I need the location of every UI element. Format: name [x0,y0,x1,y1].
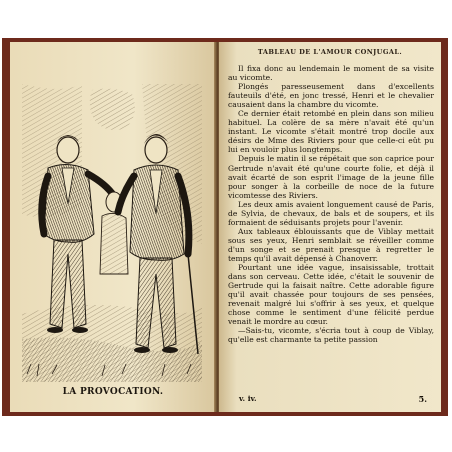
paragraph: Pourtant une idée vague, insaisissable, trottait dans son cerveau. Cette idée, c'était le souvenir de Gertrude qui la faisait naître. Cette adorable figure qu'il avait chassée pour toujours de ses pensées, revenait malgré lui s'offrir à ses yeux, et quelque chose comme le sentiment d'une félicité perdue venait le mordre au cœur. [228,263,434,327]
right-page [219,42,441,412]
paragraph: —Sais-tu, vicomte, s'écria tout à coup de Viblay, qu'elle est charmante ta petite passion [228,326,434,345]
illustration-caption: LA PROVOCATION. [62,387,164,397]
signature-mark: v. iv. [239,394,257,403]
paragraph: Les deux amis avaient longuement causé de Paris, de Sylvia, de chevaux, de bals et de soupers, et ils formaient de séduisants projets pour l'avenir. [228,199,434,227]
body-text [228,64,434,344]
paragraph: Depuis le matin il se répétait que son caprice pour Gertrude n'avait été qu'une courte folie, et déjà il avait écarté de son esprit l'image de la jeune fille pour songer à la corbeille de noce de la future vicomtesse des Riviers. [228,154,434,200]
paragraph: Ce dernier était retombé en plein dans son milieu habituel. La colère de sa mère n'avait été qu'un instant. Le vicomte s'était montré trop docile aux désirs de Mme des Riviers pour que celle-ci eût pu lui en vouloir plus longtemps. [228,109,434,155]
page-number: 5. [418,394,427,404]
open-book [2,38,448,416]
engraving-illustration [22,84,202,382]
paragraph: Il fixa donc au lendemain le moment de sa visite au vicomte. [228,64,434,83]
paragraph: Plongés paresseusement dans d'excellents fauteuils d'été, en jonc tressé, Henri et le chevalier causaient dans la chambre du vicomte. [228,82,434,110]
left-page [10,42,216,412]
paragraph: Aux tableaux éblouissants que de Viblay mettait sous ses yeux, Henri semblait se réveiller comme d'un songe et se prenait presque à regretter le temps qu'il avait dépensé à Chanoverr. [228,226,434,263]
running-header: TABLEAU DE L'AMOUR CONJUGAL. [257,48,403,56]
